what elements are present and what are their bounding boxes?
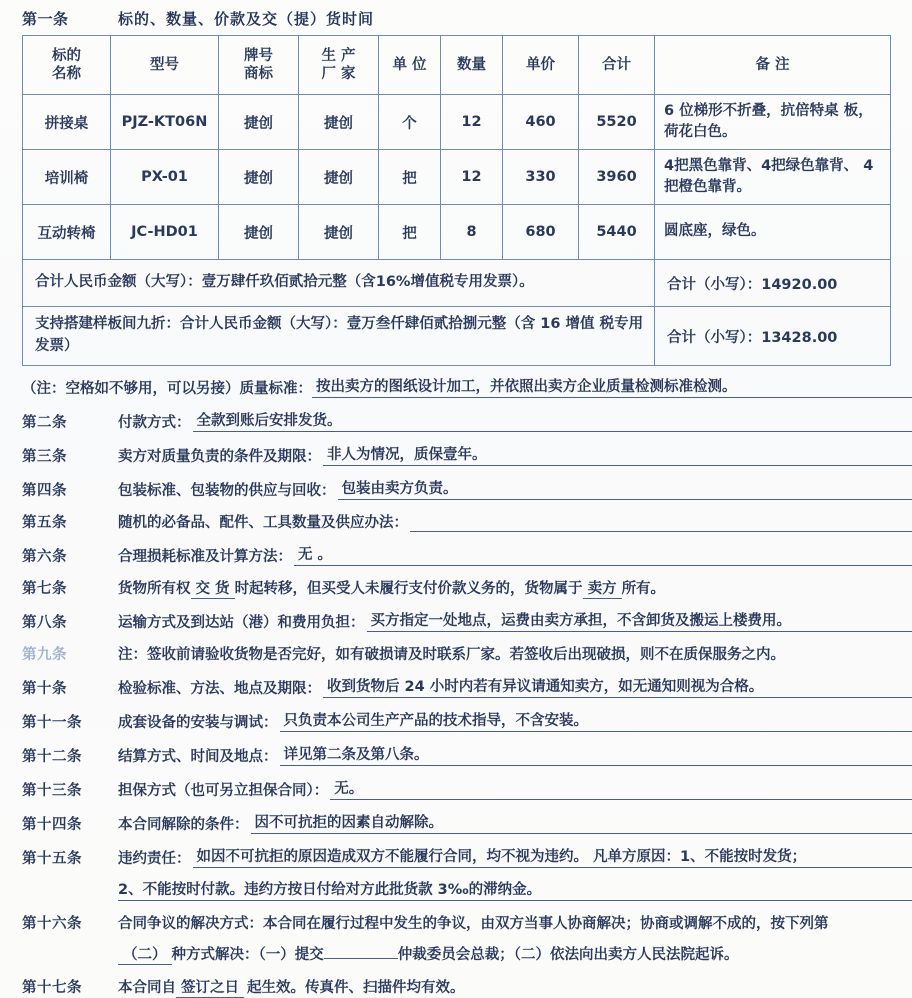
cell-model: PJZ-KT06N [111,95,219,150]
clause-6-value: 无 。 [294,543,912,566]
clause-6-number: 第六条 [22,545,118,566]
clause-16-line-1: 合同争议的解决方式：本合同在履行过程中发生的争议，由双方当事人协商解决；协商或调解不成的，按下列第 [118,912,912,933]
col-header-brand: 牌号 商标 [219,36,299,95]
clause-2-number: 第二条 [22,411,118,432]
cell-brand: 捷创 [219,205,299,260]
clause-16-continuation [118,933,912,965]
summary-amount: 合计（小写）：13428.00 [655,307,891,366]
cell-total: 5520 [579,95,655,150]
clause-9 [22,632,912,664]
clause-3-value: 非人为情况，质保壹年。 [323,443,912,466]
cell-quantity: 8 [441,205,503,260]
cell-unit: 个 [379,95,441,150]
goods-table [22,35,891,366]
quality-standard-line [22,375,912,398]
clause-8 [22,598,912,632]
clause-12-value: 详见第二条及第八条。 [280,743,912,766]
clause-6-label: 合理损耗标准及计算方法： [118,545,294,566]
clause-8-value: 买方指定一处地点，运费由卖方承担，不含卸货及搬运上楼费用。 [367,609,912,632]
clause-1-title: 标的、数量、价款及交（提）货时间 [118,8,374,29]
clause-10-value: 收到货物后 24 小时内若有异议请通知卖方，如无通知则视为合格。 [323,675,912,698]
summary-text-line-2: 税专用发票） [35,316,643,354]
quality-standard-label: （注：空格如不够用，可以另接）质量标准： [22,377,312,398]
clause-4-value: 包装由卖方负责。 [338,477,912,500]
cell-unit-price: 680 [503,205,579,260]
clause-11-value: 只负责本公司生产产品的技术指导，不含安装。 [280,709,912,732]
remark-line-2: 板，荷花白色。 [664,103,873,140]
summary-text: 合计人民币金额（大写）：壹万肆仟玖佰贰拾元整（含16%增值税专用发票）。 [23,260,655,307]
clause-16-text-b: 种方式解决：（一）提交 [172,947,324,963]
table-header-row [23,36,891,95]
cell-total: 3960 [579,150,655,205]
clause-2-value: 全款到账后安排发货。 [193,409,912,432]
clause-11-number: 第十一条 [22,711,118,732]
clause-8-label: 运输方式及到达站（港）和费用负担： [118,611,367,632]
clause-13-value: 无。 [330,777,912,800]
clause-17-body [118,976,912,997]
cell-manufacturer: 捷创 [299,95,379,150]
clause-11 [22,698,912,732]
clause-7-label: 货物所有权 [118,581,191,597]
clause-3-number: 第三条 [22,445,118,466]
cell-quantity: 12 [441,95,503,150]
clause-6 [22,532,912,566]
cell-remark [655,150,891,205]
clause-7-middle: 时起转移，但买受人未履行支付价款义务的，货物属于 [235,581,583,597]
clause-12-label: 结算方式、时间及地点： [118,745,280,766]
cell-remark [655,95,891,150]
clause-15-line-1: 如因不可抗拒的原因造成双方不能履行合同，均不视为违约。 凡单方原因：1、不能按时发货； [193,845,912,868]
clause-3 [22,432,912,466]
remark-line-1: 6 位梯形不折叠，抗倍特桌 [664,103,839,119]
cell-unit-price: 330 [503,150,579,205]
clause-16-line-2 [118,943,912,965]
clause-7-blank-2: 卖方 [583,581,622,599]
quality-standard-value: 按出卖方的图纸设计加工，并依照出卖方企业质量检测标准检测。 [312,375,912,398]
clause-10-number: 第十条 [22,677,118,698]
cell-remark [655,205,891,260]
cell-manufacturer: 捷创 [299,150,379,205]
clause-17-blank: 签订之日 [176,980,244,998]
clause-7-blank-1: 交 货 [191,581,235,599]
clause-2 [22,398,912,432]
cell-model: JC-HD01 [111,205,219,260]
clause-5 [22,500,912,532]
clause-7-number: 第七条 [22,577,118,598]
clause-4-number: 第四条 [22,479,118,500]
clause-17 [22,965,912,997]
col-header-total: 合计 [579,36,655,95]
cell-unit: 把 [379,205,441,260]
clause-13 [22,766,912,800]
cell-brand: 捷创 [219,95,299,150]
clause-14-number: 第十四条 [22,813,118,834]
clause-10 [22,664,912,698]
clause-16-text-c: 仲裁委员会总裁；（二）依法向出卖方人民法院起诉。 [398,947,739,963]
cell-model: PX-01 [111,150,219,205]
clause-2-label: 付款方式： [118,411,193,432]
clause-8-number: 第八条 [22,611,118,632]
col-header-remark: 备 注 [655,36,891,95]
remark-line-2: 4 把橙色靠背。 [664,158,873,195]
clause-15-continuation [118,868,912,901]
clause-9-label: 注：签收前请验收货物是否完好，如有破损请及时联系厂家。若签收后出现破损，则不在质保服务之内。 [118,643,912,664]
clause-4-label: 包装标准、包装物的供应与回收： [118,479,338,500]
remark-line-1: 圆底座，绿色。 [664,223,766,239]
clause-15-number: 第十五条 [22,847,118,868]
clause-17-number: 第十七条 [22,976,118,997]
clause-15 [22,834,912,868]
clause-7-body [118,577,912,598]
clause-10-label: 检验标准、方法、地点及期限： [118,677,323,698]
clause-17-prefix: 本合同自 [118,980,176,996]
clause-13-label: 担保方式（也可另立担保合同）： [118,779,330,800]
cell-quantity: 12 [441,150,503,205]
clause-16-number: 第十六条 [22,912,118,933]
col-header-unit: 单 位 [379,36,441,95]
cell-unit: 把 [379,150,441,205]
clause-14-value: 因不可抗拒的因素自动解除。 [251,811,912,834]
col-header-unit-price: 单价 [503,36,579,95]
table-summary-row [23,307,891,366]
clause-12-number: 第十二条 [22,745,118,766]
clause-17-suffix: 起生效。传真件、扫描件均有效。 [244,980,465,996]
clause-1-number: 第一条 [22,8,118,29]
clause-14-label: 本合同解除的条件： [118,813,251,834]
clause-15-label: 违约责任： [118,847,193,868]
cell-brand: 捷创 [219,150,299,205]
clause-9-number: 第九条 [22,643,118,664]
table-row [23,95,891,150]
clause-5-label: 随机的必备品、配件、工具数量及供应办法： [118,511,410,532]
clause-12 [22,732,912,766]
cell-manufacturer: 捷创 [299,205,379,260]
remark-line-1: 4把黑色靠背、4把绿色靠背、 [664,158,858,174]
clause-16 [22,901,912,933]
clause-4 [22,466,912,500]
clause-11-label: 成套设备的安装与调试： [118,711,280,732]
summary-text [23,307,655,366]
clause-16-arbitration-blank[interactable] [324,943,398,959]
clause-5-number: 第五条 [22,511,118,532]
col-header-name: 标的 名称 [23,36,111,95]
table-row [23,205,891,260]
cell-total: 5440 [579,205,655,260]
summary-amount: 合计（小写）：14920.00 [655,260,891,307]
col-header-quantity: 数量 [441,36,503,95]
clause-3-label: 卖方对质量负责的条件及期限： [118,445,323,466]
table-summary-row [23,260,891,307]
clause-16-selected-option: （二） [118,947,172,965]
clause-7 [22,566,912,598]
col-header-model: 型号 [111,36,219,95]
clause-1-heading [0,0,912,33]
col-header-manufacturer: 生 产 厂 家 [299,36,379,95]
cell-name: 互动转椅 [23,205,111,260]
summary-text-line-1: 支持搭建样板间九折：合计人民币金额（大写）：壹万叁仟肆佰贰拾捌元整（含 16 增值 [35,316,595,332]
clause-15-line-2: 2、不能按时付款。违约方按日付给对方此批货款 3‰的滞纳金。 [118,878,912,901]
cell-name: 拼接桌 [23,95,111,150]
table-row [23,150,891,205]
clause-7-tail: 所有。 [622,581,666,597]
clause-5-value [410,530,912,532]
cell-unit-price: 460 [503,95,579,150]
cell-name: 培训椅 [23,150,111,205]
clause-13-number: 第十三条 [22,779,118,800]
clause-14 [22,800,912,834]
